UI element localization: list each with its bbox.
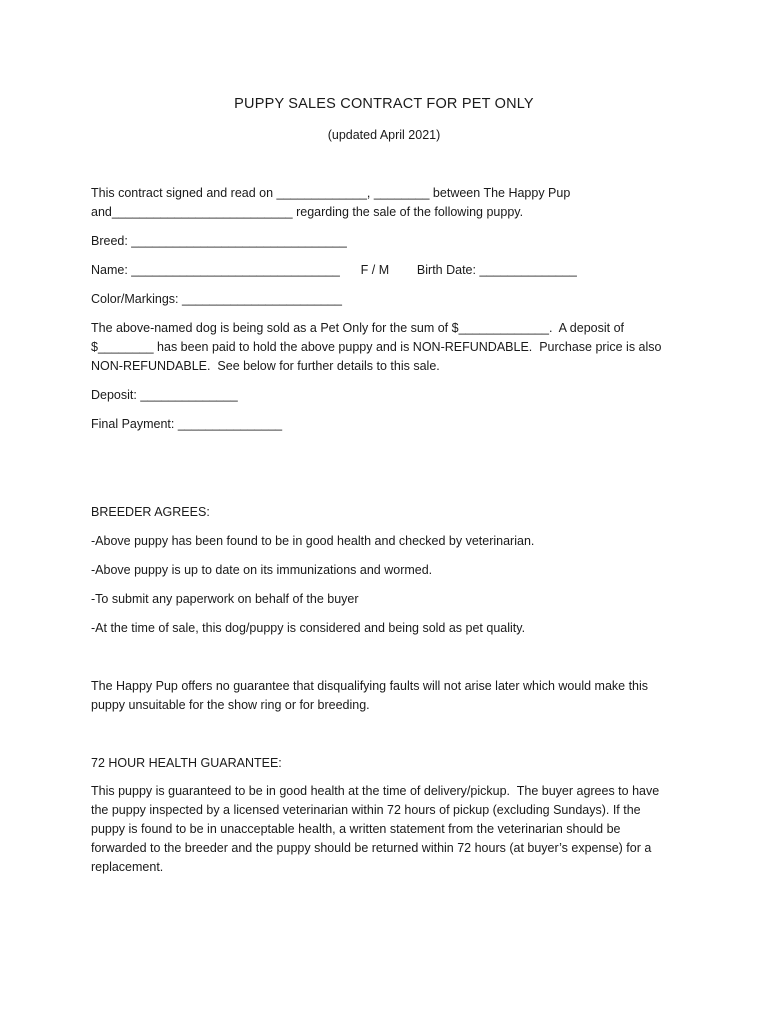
health-line: replacement. <box>91 860 164 874</box>
breed-field: Breed: _______________________________ <box>91 234 347 248</box>
health-line: This puppy is guaranteed to be in good health at the time of delivery/pickup. The buyer agrees to have <box>91 784 660 798</box>
breeder-item: -Above puppy is up to date on its immunizations and wormed. <box>91 563 433 577</box>
health-guarantee-heading: 72 HOUR HEALTH GUARANTEE: <box>91 756 282 770</box>
document-title: PUPPY SALES CONTRACT FOR PET ONLY <box>234 96 534 112</box>
no-guarantee-paragraph <box>91 677 681 715</box>
name-sex-birthdate-field: Name: ______________________________ F / M Birth Date: ______________ <box>91 263 577 277</box>
deposit-field: Deposit: ______________ <box>91 388 238 402</box>
breeder-item: -At the time of sale, this dog/puppy is considered and being sold as pet quality. <box>91 621 526 635</box>
health-guarantee-paragraph <box>91 782 681 877</box>
color-markings-field: Color/Markings: _______________________ <box>91 292 342 306</box>
breeder-agrees-heading: BREEDER AGREES: <box>91 505 210 519</box>
intro-line: and__________________________ regarding the sale of the following puppy. <box>91 205 524 219</box>
payment-line: NON-REFUNDABLE. See below for further details to this sale. <box>91 359 440 373</box>
breeder-item: -To submit any paperwork on behalf of the buyer <box>91 592 359 606</box>
intro-paragraph <box>91 184 681 222</box>
health-line: puppy is found to be in unacceptable health, a written statement from the veterinarian should be <box>91 822 621 836</box>
no-guarantee-line: puppy unsuitable for the show ring or for breeding. <box>91 698 370 712</box>
health-line: forwarded to the breeder and the puppy should be returned within 72 hours (at buyer’s expense) for a <box>91 841 652 855</box>
payment-line: The above-named dog is being sold as a Pet Only for the sum of $_____________. A deposit of <box>91 321 625 335</box>
health-line: the puppy inspected by a licensed veterinarian within 72 hours of pickup (excluding Sundays). If the <box>91 803 641 817</box>
intro-line: This contract signed and read on _____________, ________ between The Happy Pup <box>91 186 571 200</box>
payment-line: $________ has been paid to hold the above puppy and is NON-REFUNDABLE. Purchase price is also <box>91 340 662 354</box>
breeder-item: -Above puppy has been found to be in good health and checked by veterinarian. <box>91 534 535 548</box>
payment-paragraph <box>91 319 681 376</box>
final-payment-field: Final Payment: _______________ <box>91 417 283 431</box>
document-subtitle: (updated April 2021) <box>327 128 441 142</box>
no-guarantee-line: The Happy Pup offers no guarantee that disqualifying faults will not arise later which would make this <box>91 679 649 693</box>
